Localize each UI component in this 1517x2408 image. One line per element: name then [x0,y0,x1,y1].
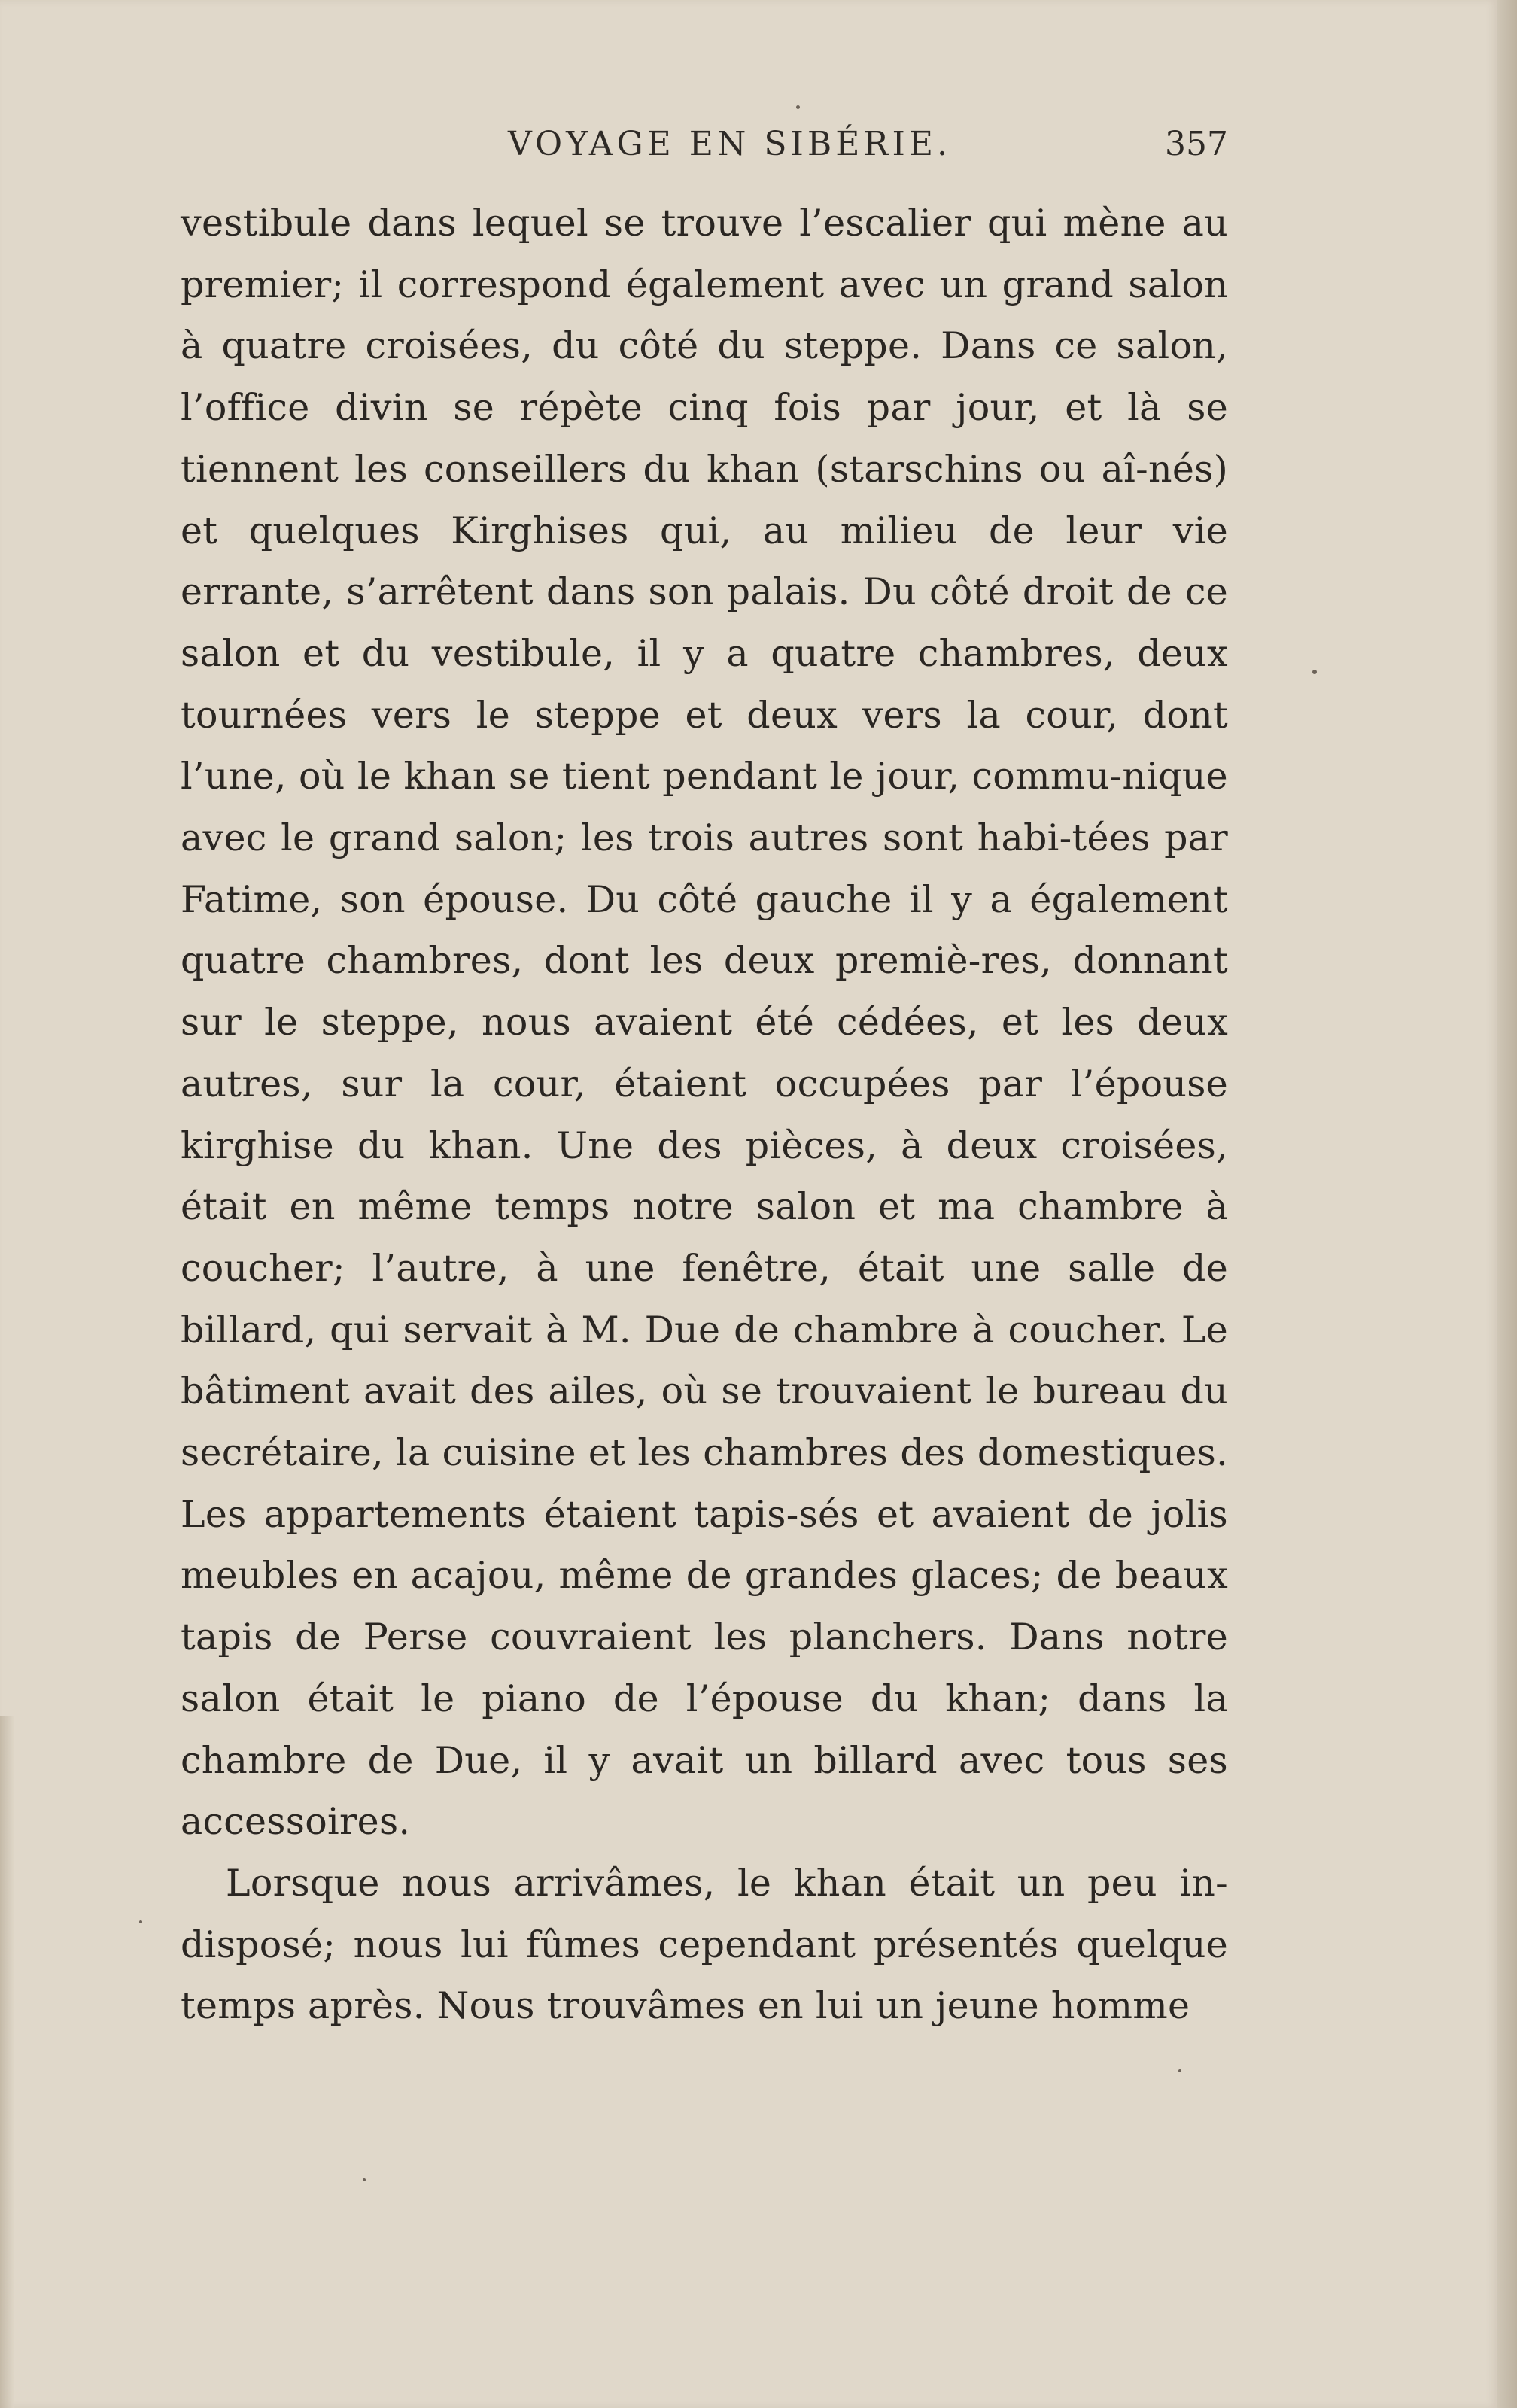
page-edge [1497,0,1517,2408]
paragraph-2: Lorsque nous arrivâmes, le khan était un peu in-disposé; nous lui fûmes cependant présentés quelque temps après. Nous trouvâmes en lui un jeune homme [181,1861,1228,2028]
running-title: VOYAGE EN SIBÉRIE. [508,125,951,163]
paragraph-1: vestibule dans lequel se trouve l’escalier qui mène au premier; il correspond également avec un grand salon à quatre croisées, du côté du steppe. Dans ce salon, l’office divin se répète cinq fois par jour, et là se tiennent les conseillers du khan (starschins ou aî-nés) et quelques Kirghises qui, au milieu de leur vie errante, s’arrêtent dans son palais. Du côté droit de ce salon et du vestibule, il y a quatre chambres, deux tournées vers le steppe et deux vers la cour, dont l’une, où le khan se tient pendant le jour, commu-nique avec le grand salon; les trois autres sont habi-tées par Fatime, son épouse. Du côté gauche il y a également quatre chambres, dont les deux premiè-res, donnant sur le steppe, nous avaient été cédées, et les deux autres, sur la cour, étaient occupées par l’épouse kirghise du khan. Une des pièces, à deux croisées, était en même temps notre salon et ma chambre à coucher; l’autre, à une fenêtre, était une salle de billard, qui servait à M. Due de chambre à coucher. Le bâtiment avait des ailes, où se trouvaient le bureau du secrétaire, la cuisine et les chambres des domestiques. Les appartements étaient tapis-sés et avaient de jolis meubles en acajou, même de grandes glaces; de beaux tapis de Perse couvraient les planchers. Dans notre salon était le piano de l’épouse du khan; dans la chambre de Due, il y avait un billard avec tous ses accessoires. [181,202,1228,1844]
page-number: 357 [1165,125,1228,163]
ink-speck [1178,2069,1181,2072]
ink-speck [796,105,800,109]
ink-speck [1312,670,1317,674]
ink-speck [363,2178,366,2181]
ink-speck [139,1920,142,1923]
body-text [181,193,1228,2037]
page-gutter-shadow [0,1716,14,2408]
page-header [181,125,1228,170]
